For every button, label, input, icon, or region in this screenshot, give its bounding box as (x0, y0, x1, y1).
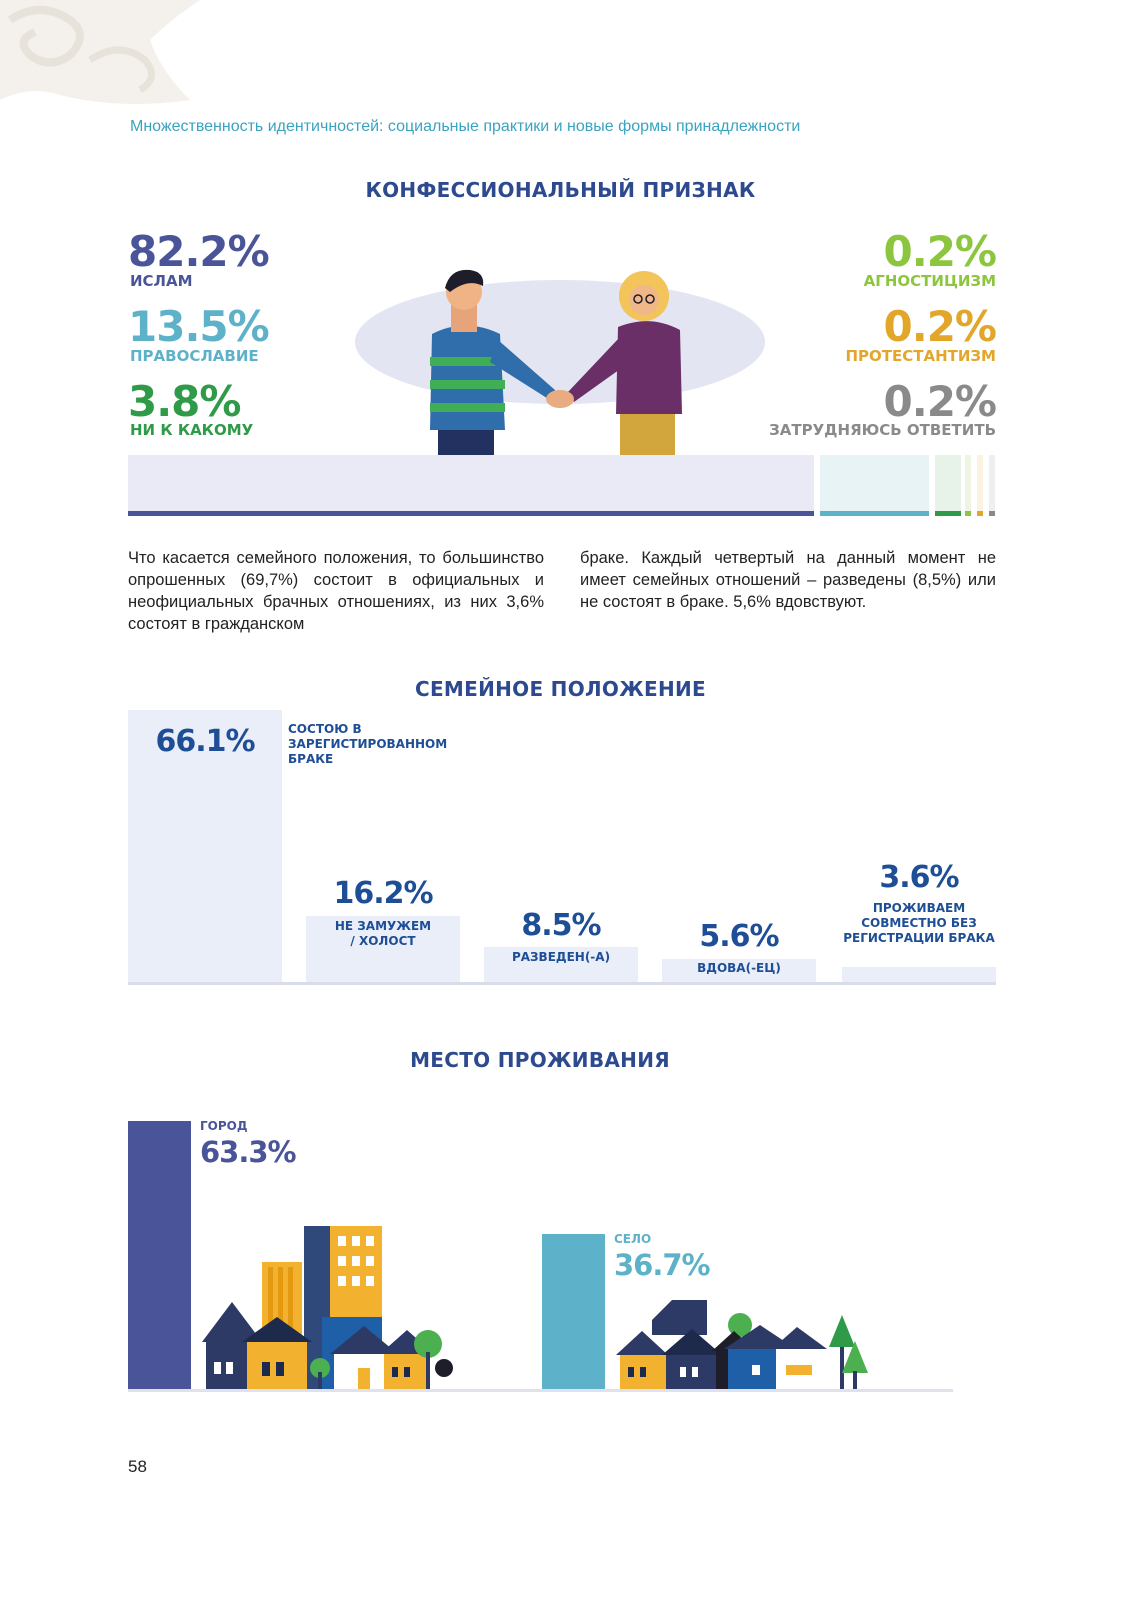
city-illustration (192, 1222, 462, 1392)
strip-none (935, 455, 961, 511)
pct-agnosticism: 0.2% (883, 227, 996, 276)
label-hard-to-say: ЗАТРУДНЯЮСЬ ОТВЕТИТЬ (769, 421, 996, 439)
strip-orthodoxy (820, 455, 929, 511)
bar-married-label: СОСТОЮ В ЗАРЕГИСТИРОВАННОМ БРАКЕ (288, 722, 448, 766)
village-value: 36.7% (614, 1248, 710, 1282)
bar-married-value: 66.1% (155, 724, 255, 759)
strip-agnosticism (965, 455, 971, 511)
city-value: 63.3% (200, 1135, 296, 1169)
label-orthodoxy: ПРАВОСЛАВИЕ (130, 347, 259, 365)
pct-islam: 82.2% (128, 227, 269, 276)
paragraph-col-1: Что касается семейного положения, то большинство опрошенных (69,7%) состоит в официальных и неофициальных брачных отношениях, из них 3,6% состоят в гражданском (128, 549, 544, 633)
strip-protestantism-line (977, 511, 983, 516)
strip-islam (128, 455, 814, 511)
bar-village (542, 1234, 605, 1391)
village-illustration (612, 1295, 872, 1392)
bar-divorced-label: РАЗВЕДЕН(-А) (511, 950, 611, 964)
family-chart (128, 710, 996, 986)
pct-hard-to-say: 0.2% (883, 377, 996, 426)
paragraph-col-2: браке. Каждый четвертый на данный момент не имеет семейных отношений – разведены (8,5%) или не состоят в браке. 5,6% вдовствуют. (580, 549, 996, 611)
bar-city (128, 1121, 191, 1391)
strip-hard-to-say-line (989, 511, 995, 516)
strip-orthodoxy-line (820, 511, 929, 516)
bar-cohabiting-label: ПРОЖИВАЕМ СОВМЕСТНО БЕЗ РЕГИСТРАЦИИ БРАКА (843, 901, 995, 945)
bar-single-label: НЕ ЗАМУЖЕМ / ХОЛОСТ (334, 919, 432, 948)
pct-none: 3.8% (128, 377, 241, 426)
ornament-corner (0, 0, 210, 110)
village-label: СЕЛО (614, 1232, 652, 1246)
confession-title: КОНФЕССИОНАЛЬНЫЙ ПРИЗНАК (365, 178, 756, 202)
residence-baseline (128, 1389, 953, 1392)
pct-orthodoxy: 13.5% (128, 302, 269, 351)
family-baseline (128, 982, 996, 985)
bar-widowed-value: 5.6% (699, 919, 779, 954)
bar-divorced-value: 8.5% (521, 908, 601, 943)
pct-protestantism: 0.2% (883, 302, 996, 351)
page-number: 58 (128, 1457, 147, 1476)
bar-cohabiting-value: 3.6% (879, 860, 959, 895)
strip-protestantism (977, 455, 983, 511)
family-title: СЕМЕЙНОЕ ПОЛОЖЕНИЕ (414, 677, 707, 701)
strip-agnosticism-line (965, 511, 971, 516)
label-agnosticism: АГНОСТИЦИЗМ (863, 272, 996, 290)
running-header: Множественность идентичностей: социальные практики и новые формы принадлежности (130, 118, 801, 135)
label-protestantism: ПРОТЕСТАНТИЗМ (845, 347, 996, 365)
strip-none-line (935, 511, 961, 516)
label-islam: ИСЛАМ (130, 272, 193, 290)
bar-cohabiting (842, 967, 996, 982)
city-label: ГОРОД (200, 1119, 248, 1133)
residence-title: МЕСТО ПРОЖИВАНИЯ (410, 1048, 670, 1072)
strip-hard-to-say (989, 455, 995, 511)
confession-proportion-strip (128, 455, 996, 517)
handshake-illustration (350, 262, 770, 457)
label-none: НИ К КАКОМУ (130, 421, 254, 439)
bar-single-value: 16.2% (333, 876, 433, 911)
bar-widowed-label: ВДОВА(-ЕЦ) (697, 961, 781, 975)
strip-islam-line (128, 511, 814, 516)
